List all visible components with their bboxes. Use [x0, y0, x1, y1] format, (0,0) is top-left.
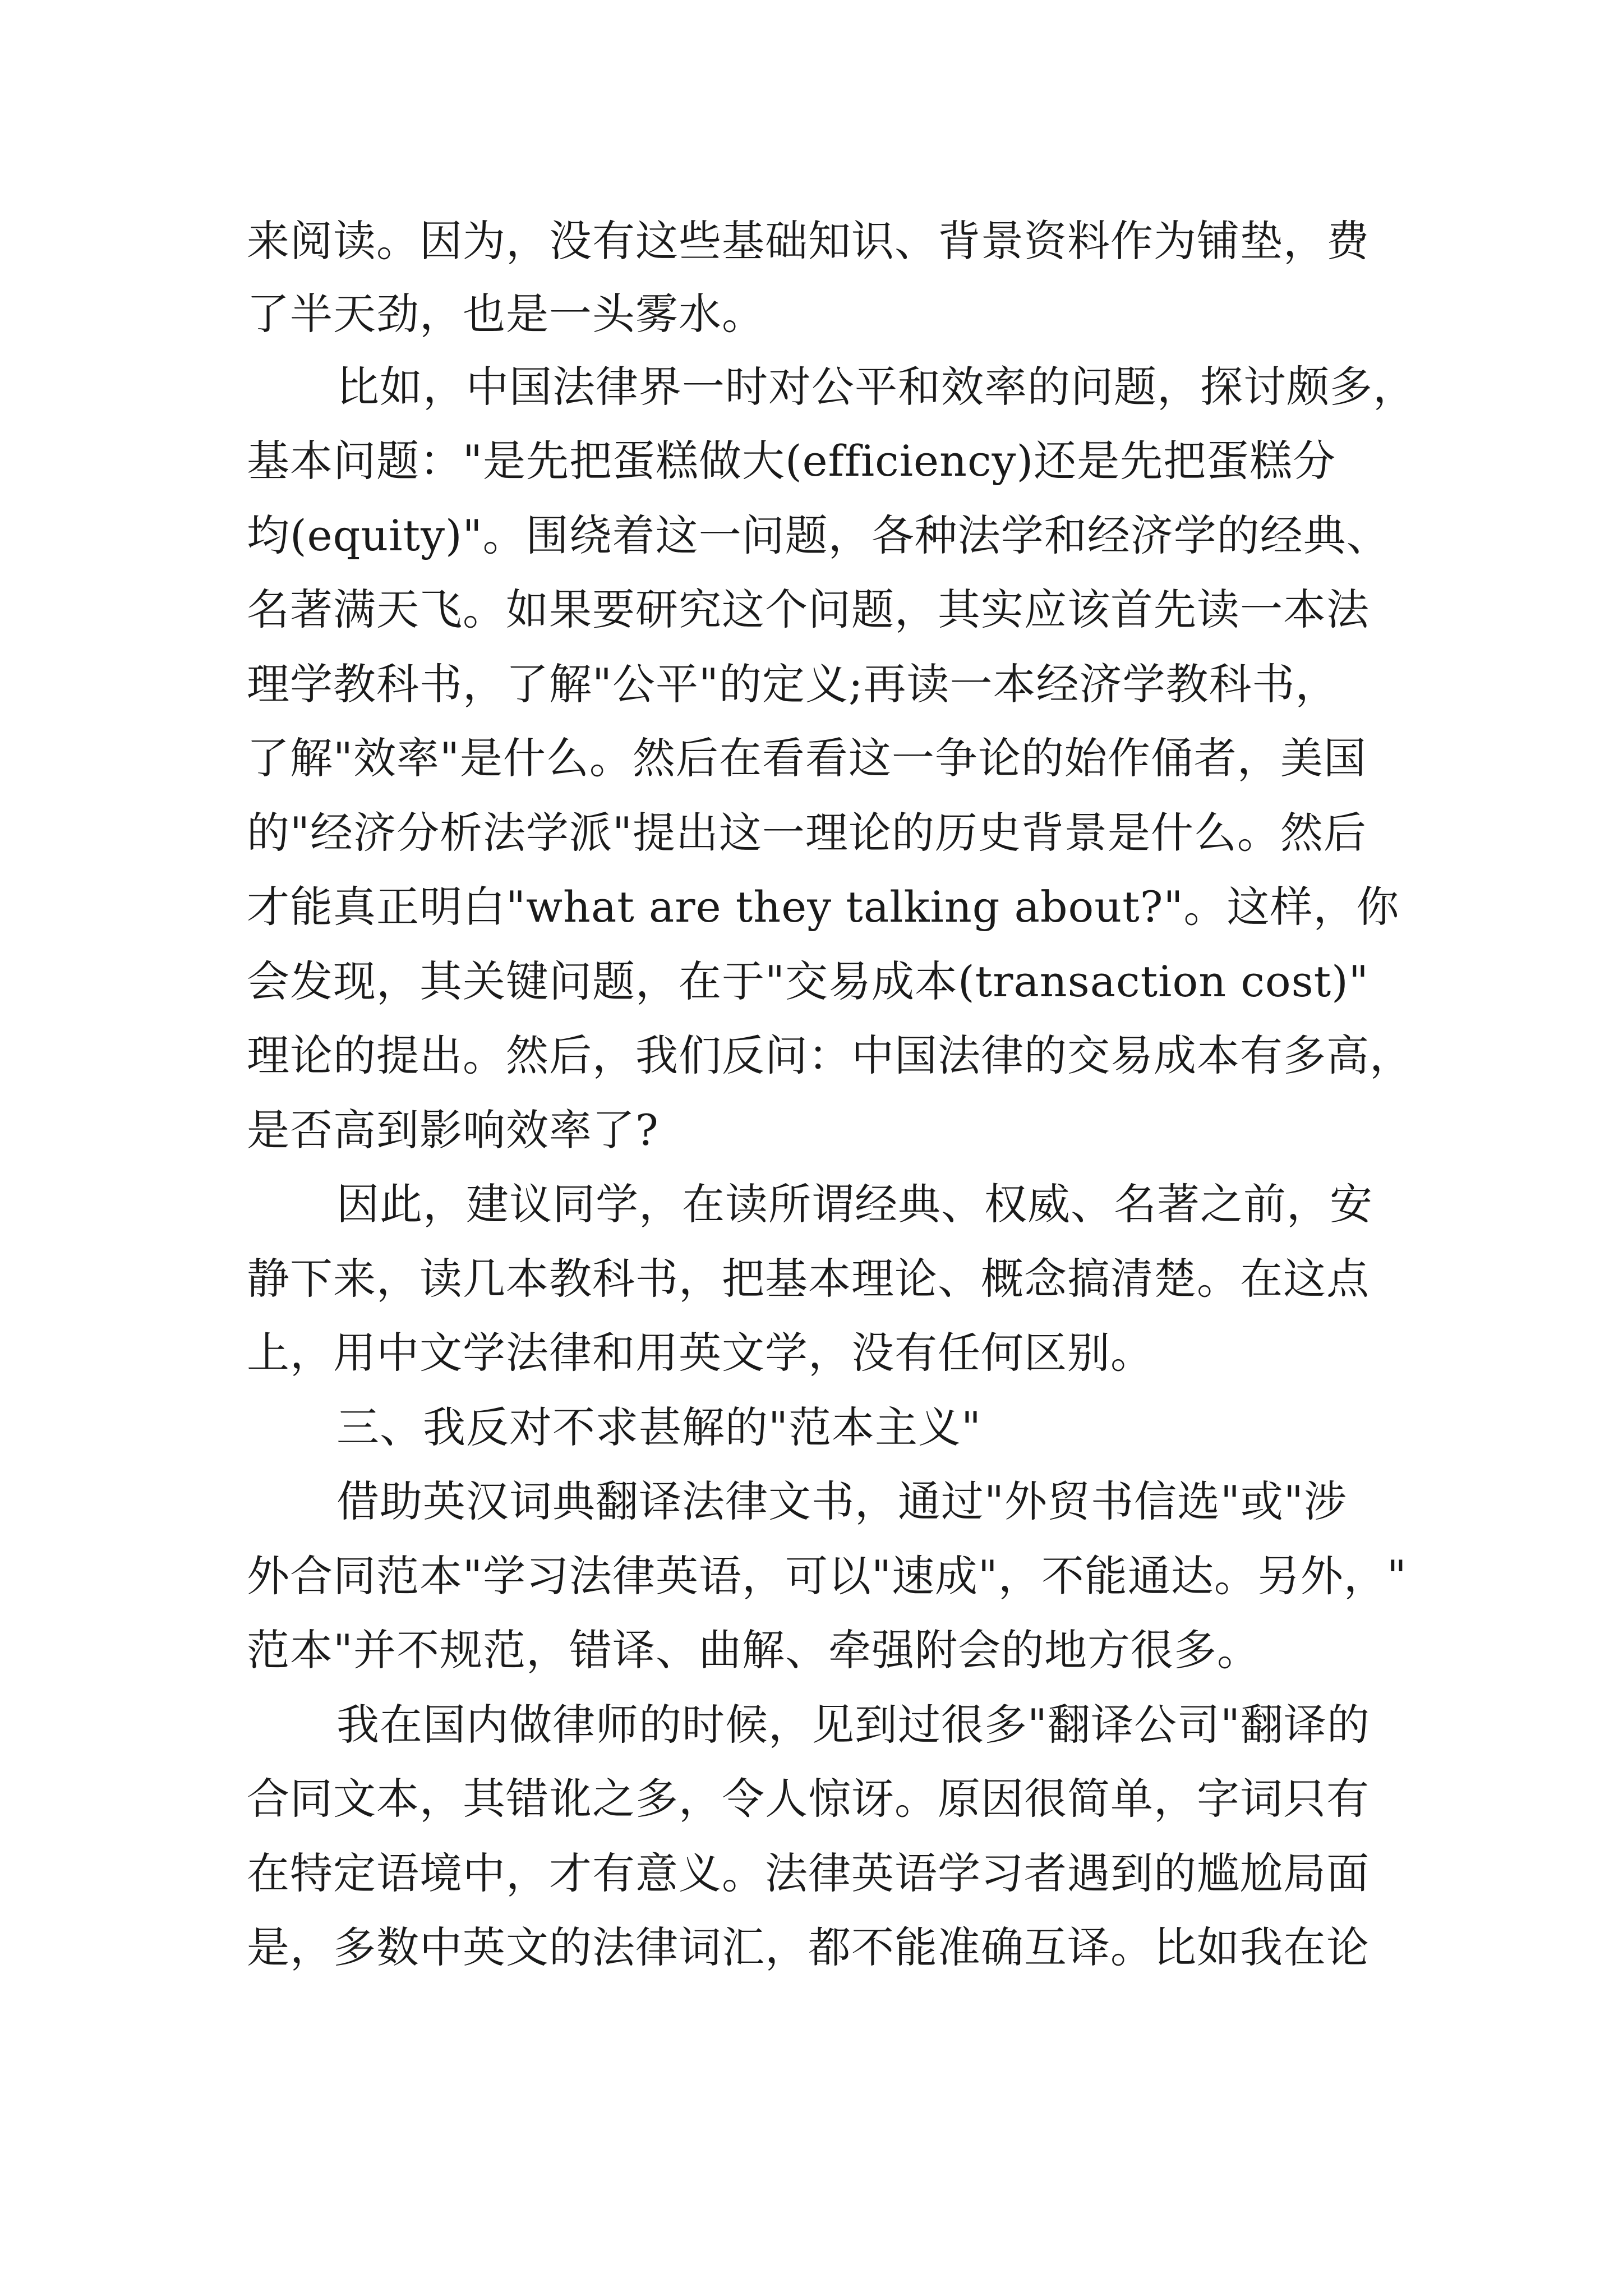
text-line: 了解"效率"是什么。然后在看看这一争论的始作俑者，美国 [247, 733, 1367, 783]
text-line: 是，多数中英文的法律词汇，都不能准确互译。比如我在论 [247, 1922, 1370, 1972]
text-line: 静下来，读几本教科书，把基本理论、概念搞清楚。在这点 [247, 1254, 1370, 1304]
text-line: 在特定语境中，才有意义。法律英语学习者遇到的尴尬局面 [247, 1848, 1370, 1898]
text-line: 的"经济分析法学派"提出这一理论的历史背景是什么。然后 [247, 808, 1367, 858]
text-line: 是否高到影响效率了? [247, 1105, 659, 1155]
text-line: 来阅读。因为，没有这些基础知识、背景资料作为铺垫，费 [247, 216, 1370, 266]
text-line: 范本"并不规范，错译、曲解、牵强附会的地方很多。 [247, 1625, 1260, 1675]
section-heading: 三、我反对不求甚解的"范本主义" [336, 1402, 981, 1452]
text-line: 合同文本，其错讹之多，令人惊讶。原因很简单，字词只有 [247, 1774, 1370, 1824]
text-line: 才能真正明白"what are they talking about?"。这样，你 [247, 882, 1400, 932]
text-line: 会发现，其关键问题，在于"交易成本(transaction cost)" [247, 956, 1369, 1006]
text-line: 名著满天飞。如果要研究这个问题，其实应该首先读一本法 [247, 585, 1370, 634]
text-line: 基本问题："是先把蛋糕做大(efficiency)还是先把蛋糕分 [247, 436, 1336, 486]
paragraph-start-line: 借助英汉词典翻译法律文书，通过"外贸书信选"或"涉 [336, 1476, 1347, 1526]
paragraph-start-line: 比如，中国法律界一时对公平和效率的问题，探讨颇多， [336, 362, 1416, 412]
text-line: 外合同范本"学习法律英语，可以"速成"，不能通达。另外，" [247, 1551, 1407, 1601]
text-line: 了半天劲，也是一头雾水。 [247, 289, 765, 339]
text-line: 理论的提出。然后，我们反问：中国法律的交易成本有多高， [247, 1030, 1413, 1080]
text-line: 上，用中文学法律和用英文学，没有任何区别。 [247, 1328, 1154, 1378]
text-line: 理学教科书，了解"公平"的定义;再读一本经济学教科书， [247, 659, 1339, 709]
paragraph-start-line: 我在国内做律师的时候，见到过很多"翻译公司"翻译的 [336, 1700, 1370, 1750]
paragraph-start-line: 因此，建议同学，在读所谓经典、权威、名著之前，安 [336, 1179, 1373, 1229]
text-line: 均(equity)"。围绕着这一问题，各种法学和经济学的经典、 [247, 510, 1390, 560]
